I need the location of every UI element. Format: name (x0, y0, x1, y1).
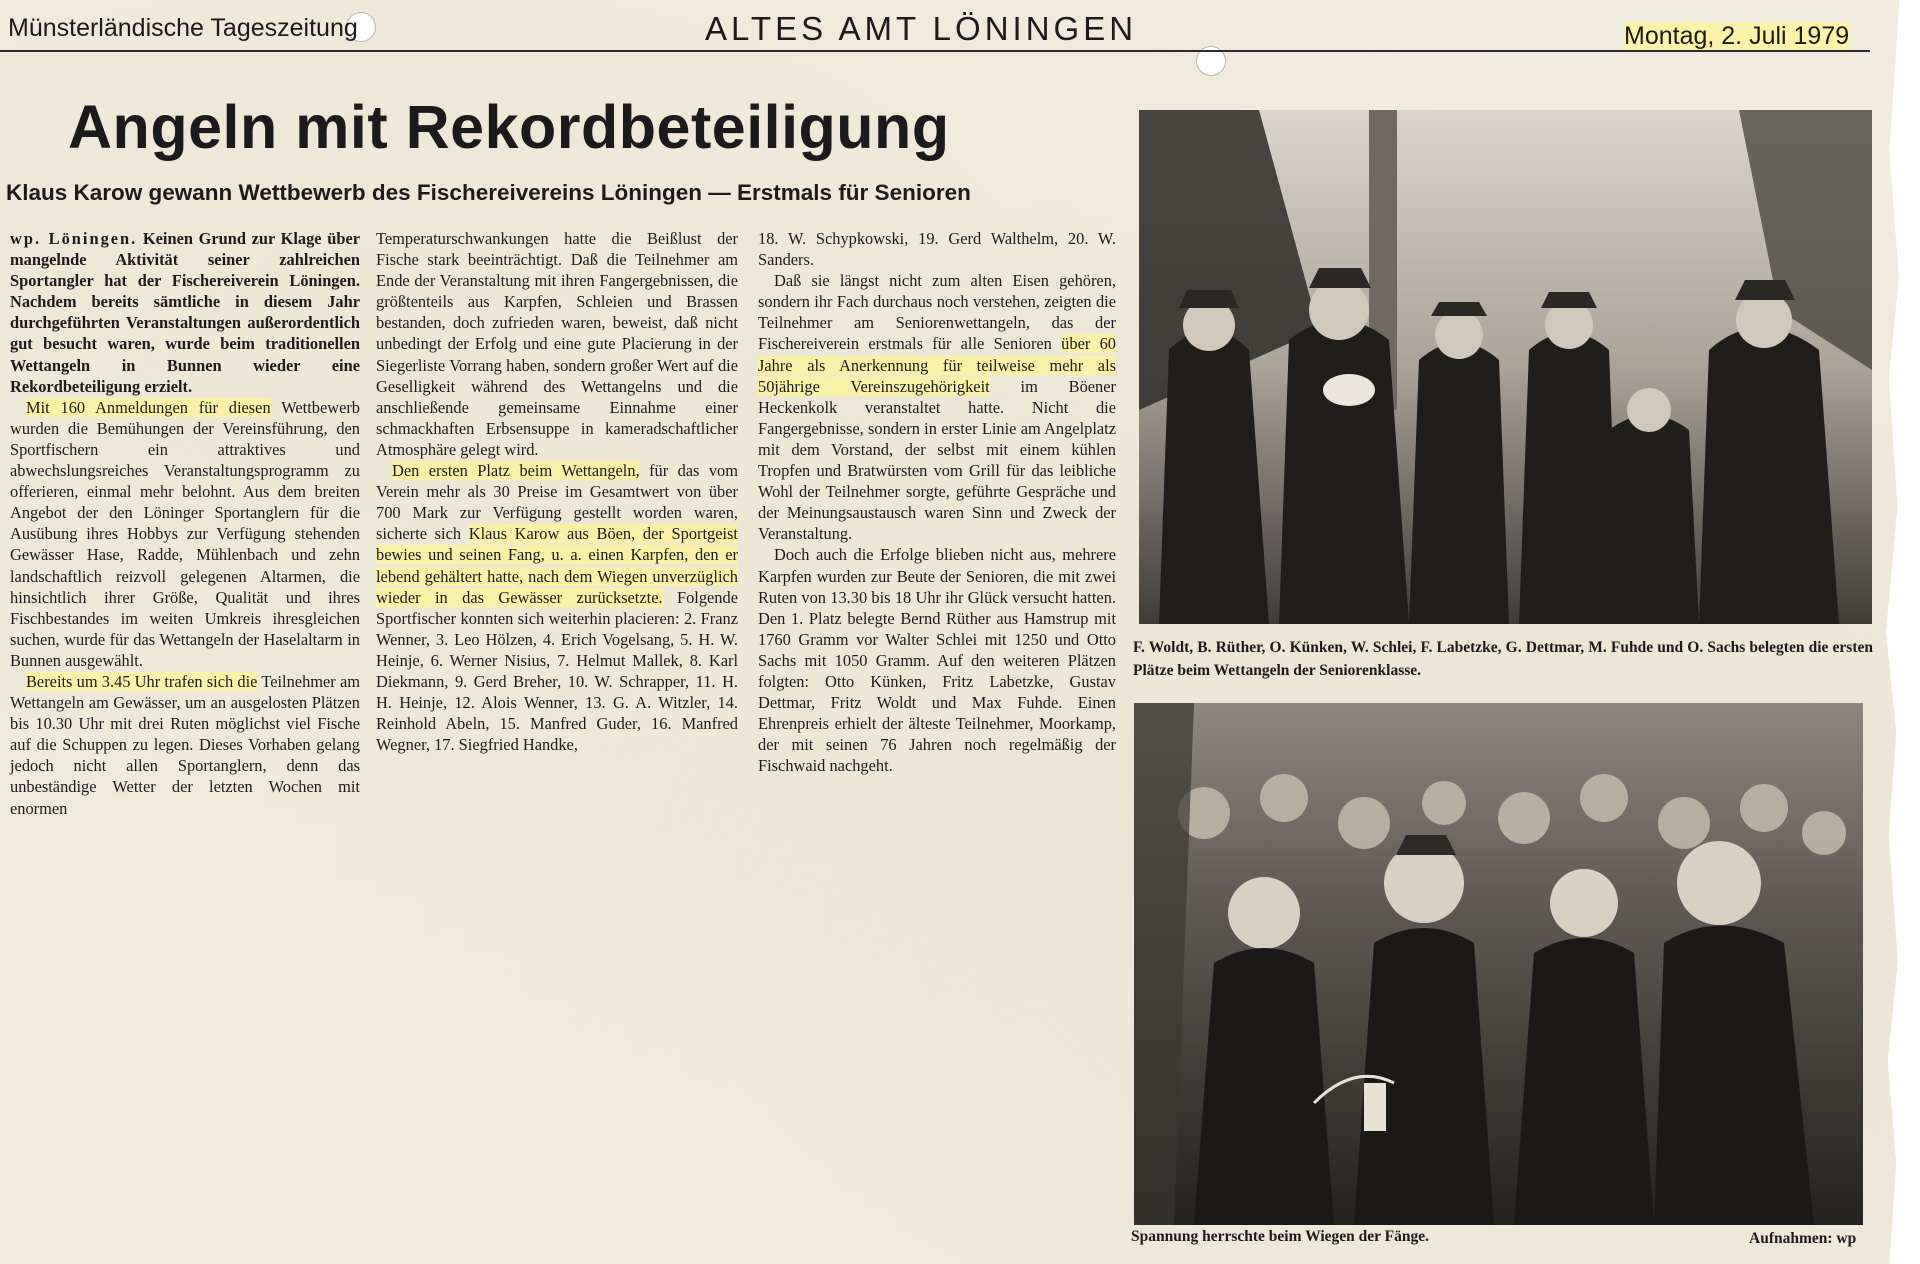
masthead (0, 8, 1880, 48)
subheadline: Klaus Karow gewann Wettbewerb des Fischereivereins Löningen — Erstmals für Senioren (6, 180, 971, 205)
publication-date: Montag, 2. Juli 1979 (1624, 22, 1850, 50)
dateline: wp. Löningen. (10, 229, 138, 248)
section-title: ALTES AMT LÖNINGEN (705, 10, 1138, 47)
paragraph-text: Daß sie längst nicht zum alten Eisen gehören, sondern ihr Fach durchaus noch verstehen, zeigten die Teilnehmer am Seniorenwettangeln, das der Fischereiverein erstmals für alle Senioren (758, 271, 1116, 354)
photo-illustration (1139, 110, 1872, 624)
article-column-1 (10, 228, 360, 819)
article-column-3 (758, 228, 1116, 776)
paragraph-text: Wettbewerb wurden die Bemühungen der Vereinsführung, den Sportfischern ein attraktives und abwechslungsreiches Veranstaltungsprogramm zu offerieren, einmal mehr belohnt. Aus dem breiten Angebot der den Löninger Sportanglern für die Ausübung ihres Hobbys zur Verfügung stehenden Gewässer Hase, Radde, Mühlenbach und zehn landschaftlich reizvoll gelegenen Altarmen, die hinsichtlich ihrer Größe, Qualität und ihres Fischbestandes im weiten Umkreis ihresgleichen suchen, wurde für das Wettangeln der Haselaltarm in Bunnen ausgewählt. (10, 397, 360, 670)
photo-caption: F. Woldt, B. Rüther, O. Künken, W. Schlei, F. Labetzke, G. Dettmar, M. Fuhde und O. Sachs belegten die ersten Plätze beim Wettangeln der Seniorenklasse. (1133, 639, 1873, 679)
lead-text: Keinen Grund zur Klage über mangelnde Aktivität seiner zahlreichen Sportangler hat der Fischereiverein Löningen. Nachdem bereits sämtliche in diesem Jahr durchgeführten Veranstaltungen außerordentlich gut besucht waren, wurde beim traditionellen Wettangeln in Bunnen wieder eine Rekordbeteiligung erzielt. (10, 229, 360, 396)
paragraph (376, 460, 738, 755)
lead-paragraph (10, 228, 360, 397)
article-column-2 (376, 228, 738, 755)
photo-credit: Aufnahmen: wp (1749, 1230, 1857, 1247)
newspaper-name: Münsterländische Tageszeitung (8, 14, 358, 42)
photo-illustration (1134, 703, 1863, 1225)
paragraph-text: im Böener Heckenkolk veranstaltet hatte. Nicht die Fangergebnisse, sondern in erster Linie am Angelplatz mit dem Vorstand, der selbst mit einem kühlen Tropfen und Bratwürsten vom Grill für das leibliche Wohl der Teilnehmer sorgte, geführte Gespräche und der Meinungsaustausch waren Sinn und Zweck der Veranstaltung. (758, 376, 1116, 544)
photo-caption: Spannung herrschte beim Wiegen der Fänge. (1131, 1228, 1429, 1245)
highlighted-text: Klaus Karow aus Böen, der Sportgeist bewies und seinen Fang, u. a. einen Karpfen, den er lebend gehältert hatte, nach dem Wiegen unverzüglich wieder in das Gewässer zurücksetzte. (376, 524, 738, 607)
paragraph: Temperaturschwankungen hatte die Beißlust der Fische stark beeinträchtigt. Daß die Teilnehmer am Ende der Veranstaltung mit ihren Fangergebnissen, die größtenteils aus Karpfen, Schleien und Brassen bestanden, doch zufrieden waren, beweist, daß nicht unbedingt der Erfolg und eine gute Placierung in der Siegerliste Vorrang haben, sondern großer Wert auf die Geselligkeit während des Wettangelns und die anschließende gemeinsame Einnahme einer schmackhaften Erbsensuppe in kameradschaftlicher Atmosphäre gelegt wird. (376, 229, 738, 459)
paragraph-text: Teilnehmer am Wettangeln am Gewässer, um an ausgelosten Plätzen bis 10.30 Uhr mit drei Ruten möglichst viel Fische auf die Schuppen zu legen. Dieses Vorhaben gelang jedoch nicht allen Sportanglern, denn das unbeständige Wetter der letzten Wochen mit enormen (10, 671, 360, 818)
photo-weighing-catch (1134, 703, 1863, 1225)
highlighted-text: Bereits um 3.45 Uhr trafen sich die (26, 671, 258, 691)
highlighted-text: über 60 Jahre als Anerkennung für teilweise mehr als 50jährige Vereinszugehörigkeit (758, 334, 1116, 396)
paragraph: Doch auch die Erfolge blieben nicht aus, mehrere Karpfen wurden zur Beute der Senioren, die mit zwei Ruten von 13.30 bis 18 Uhr ihr Glück versucht hatten. Den 1. Platz belegte Bernd Rüther aus Hamstrup mit 1760 Gramm vor Walter Schlei mit 1250 und Otto Sachs mit 1050 Gramm. Auf den weiteren Plätzen folgten: Otto Künken, Fritz Labetzke, Gustav Dettmar, Fritz Woldt und Max Fuhde. Einen Ehrenpreis erhielt der älteste Teilnehmer, Moorkamp, der mit seinen 76 Jahren noch regelmäßig der Fischwaid nachgeht. (758, 545, 1116, 776)
photo-senior-anglers (1139, 110, 1872, 624)
paragraph: 18. W. Schypkowski, 19. Gerd Walthelm, 20. W. Sanders. (758, 229, 1116, 270)
highlighted-text: Mit 160 Anmeldungen für diesen (26, 397, 271, 417)
masthead-rule (0, 50, 1870, 52)
highlighted-text: Den ersten Platz beim Wettangeln, (392, 461, 640, 481)
paragraph (758, 270, 1116, 544)
paragraph (10, 671, 360, 819)
paragraph-text: für das vom Verein mehr als 30 Preise im Gesamtwert von über 700 Mark zur Verfügung gestellt worden waren, sicherte sich (376, 461, 738, 544)
paragraph (10, 397, 360, 671)
paragraph-text: Folgende Sportfischer konnten sich weiterhin placieren: 2. Franz Wenner, 3. Leo Hölzen, 4. Erich Vogelsang, 5. H. W. Heinje, 6. Werner Nisius, 7. Helmut Mallek, 8. Karl Diekmann, 9. Gerd Breher, 10. W. Schrapper, 11. H. H. Heinje, 12. Alois Wenner, 13. G. A. Witzler, 14. Reinhold Abeln, 15. Manfred Guder, 16. Manfred Wegner, 17. Siegfried Handke, (376, 587, 738, 755)
headline: Angeln mit Rekordbeteiligung (68, 93, 950, 161)
